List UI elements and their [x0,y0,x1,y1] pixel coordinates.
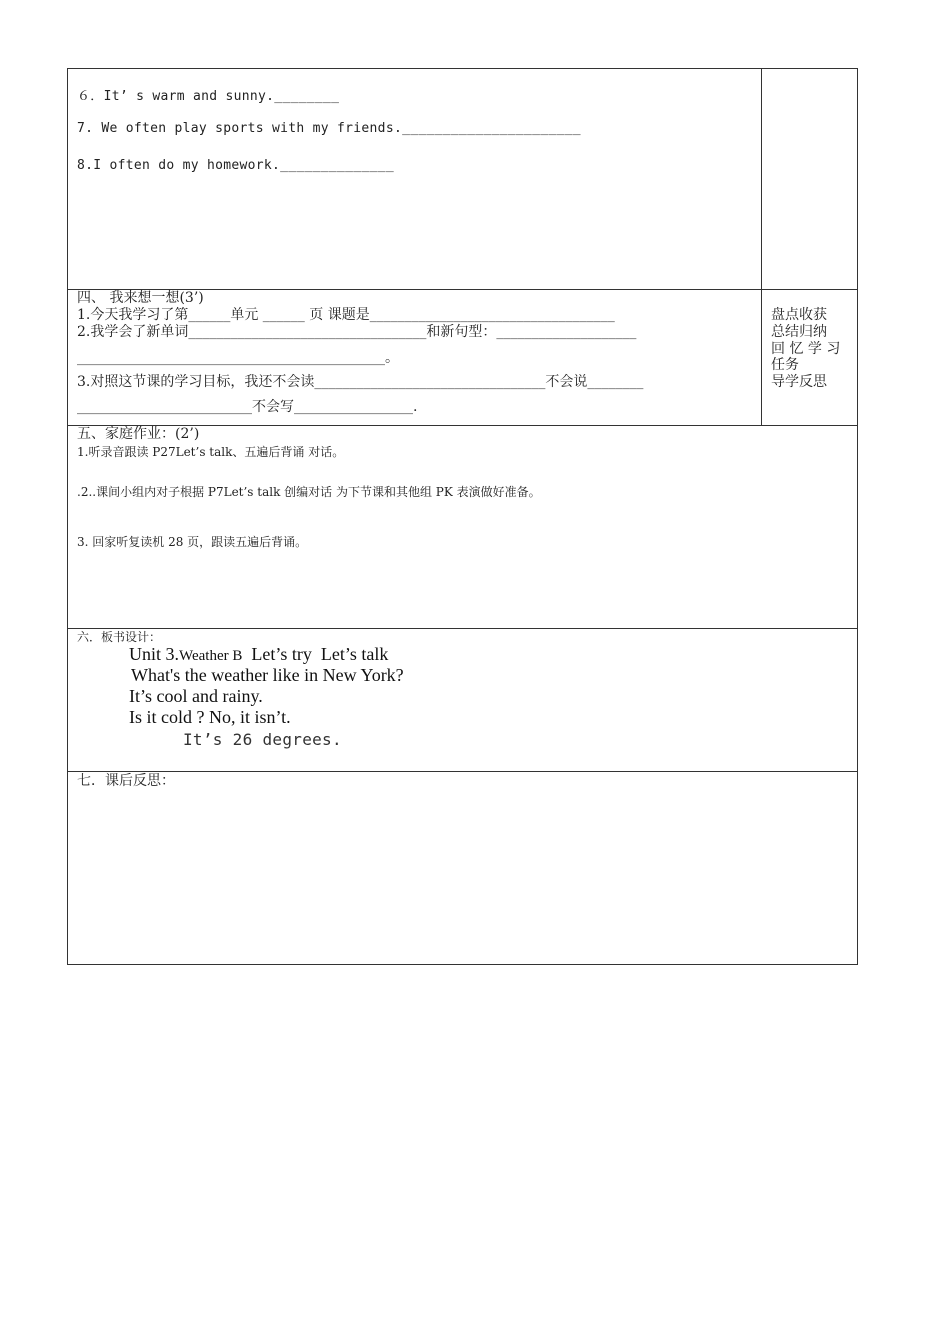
side-label-4: 任务 [771,357,799,373]
board-line-1 [129,644,388,667]
side-label-1: 盘点收获 [771,307,827,323]
board-talk: Let’s try Let’s talk [242,644,389,664]
board-unit: Unit 3. [129,644,180,664]
homework-item-1: 1.听录音跟读 P27Let’s talk、五遍后背诵 对话。 [77,445,345,459]
row-divider-3 [67,628,858,629]
side-label-2: 总结归纳 [771,324,827,340]
section7-heading: 七．课后反思： [77,773,175,789]
section5-heading: 五、家庭作业：(2’) [77,426,200,442]
board-line-5: It’s 26 degrees. [183,730,342,749]
board-line-3: It’s cool and rainy. [129,686,263,706]
homework-item-2: .2..课间小组内对子根据 P7Let’s talk 创编对话 为下节课和其他组 PK 表演做好准备。 [77,485,541,499]
section4-line2: 2.我学会了新单词__________________________________和新句型：____________________ [77,324,637,340]
section4-line3-continued: _________________________不会写_________________. [77,399,418,415]
board-line-2: What's the weather like in New York? [131,665,404,685]
section4-line1: 1.今天我学习了第______单元 ______ 页 课题是___________________________________ [77,307,615,323]
section4-heading: 四、 我来想一想(3’) [77,290,204,306]
column-divider [761,68,762,425]
worksheet-table [67,68,858,965]
section6-heading: 六．板书设计： [77,630,162,644]
row-divider-4 [67,771,858,772]
side-label-3: 回 忆 学 习 [771,341,841,357]
question-8: 8.I often do my homework.______________ [77,158,394,173]
section4-line3: 3.对照这节课的学习目标，我还不会读_________________________________不会说________ [77,374,644,390]
board-line-4: Is it cold ? No, it isn’t. [129,707,291,727]
board-weather: Weather B [179,648,243,664]
question-7: 7. We often play sports with my friends.______________________ [77,121,581,136]
side-label-5: 导学反思 [771,374,827,390]
question-6: ６．It’ s warm and sunny.________ [77,89,340,104]
homework-item-3: 3. 回家听复读机 28 页，跟读五遍后背诵。 [77,535,308,549]
section4-line2-continued: ____________________________________________。 [77,350,399,366]
